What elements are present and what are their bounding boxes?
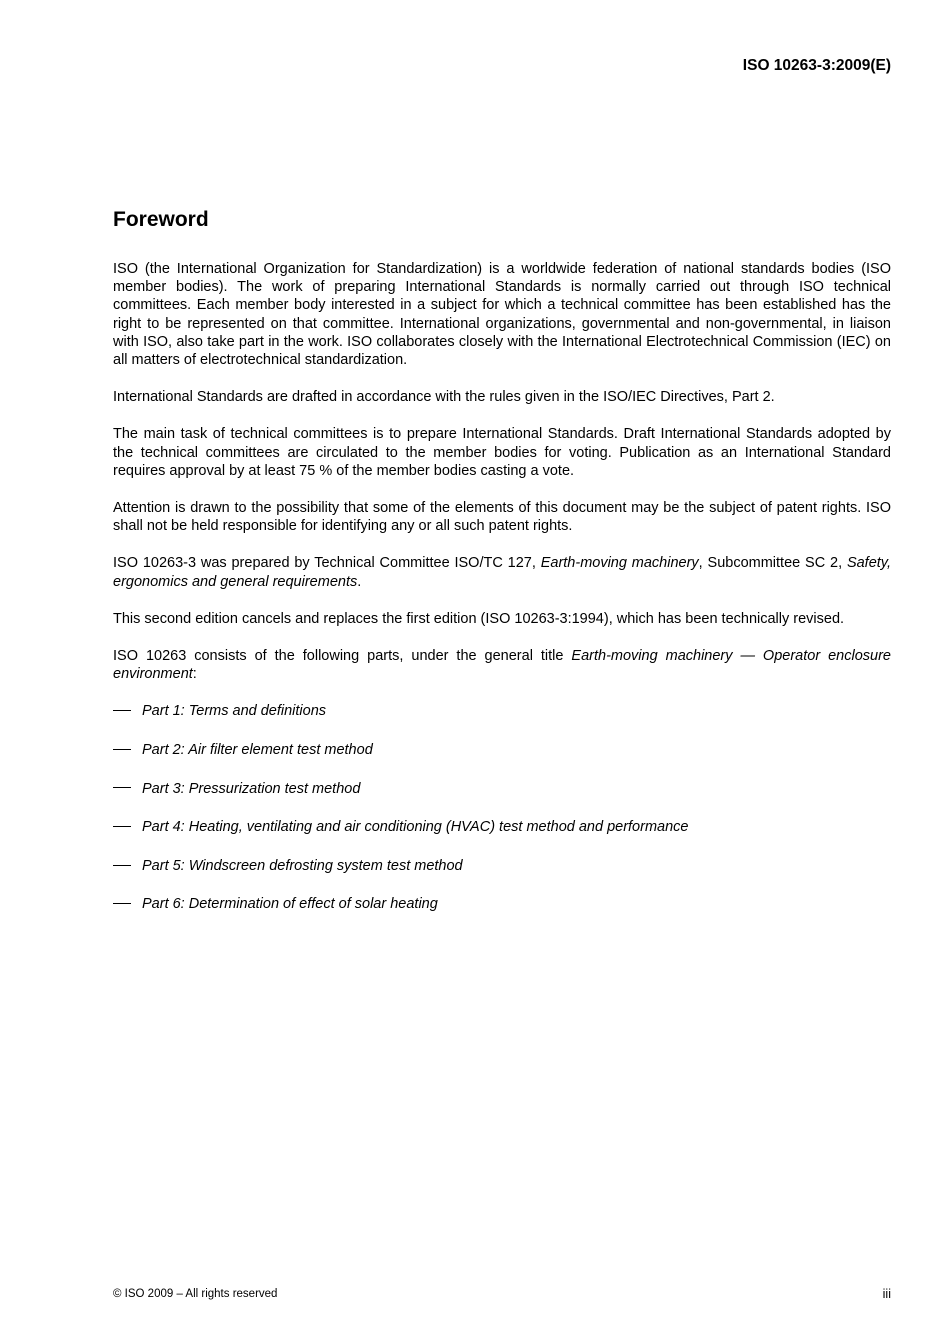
list-item-text: Part 5: Windscreen defrosting system test method <box>142 857 463 874</box>
paragraph-committee-task: The main task of technical committees is to prepare International Standards. Draft International Standards adopted by the technical committees are circulated to the member bodies for voting. Publication as an International Standard requires approval by at least 75 % of the member bodies casting a vote. <box>113 426 891 479</box>
list-item <box>113 818 891 857</box>
list-item <box>113 857 891 896</box>
text-run: ISO 10263-3 was prepared by Technical Committee ISO/TC 127, <box>113 555 541 572</box>
dash-bullet <box>113 702 142 741</box>
list-item-text: Part 2: Air filter element test method <box>142 742 373 759</box>
dash-bullet <box>113 818 142 857</box>
text-run: . <box>357 573 362 590</box>
paragraph-prepared-by <box>113 554 891 590</box>
copyright-notice: © ISO 2009 – All rights reserved <box>113 1288 278 1300</box>
paragraph-iso-overview: ISO (the International Organization for Standardization) is a worldwide federation of national standards bodies (ISO member bodies). The work of preparing International Standards is normally carried out through ISO technical committees. Each member body interested in a subject for which a technical committee has been established has the right to be represented on that committee. International organizations, governmental and non-governmental, in liaison with ISO, also take part in the work. ISO collaborates closely with the International Electrotechnical Commission (IEC) on all matters of electrotechnical standardization. <box>113 261 891 369</box>
page-title: Foreword <box>113 208 209 231</box>
list-item-text: Part 6: Determination of effect of solar heating <box>142 896 438 913</box>
parts-list <box>113 702 891 934</box>
dash-bullet <box>113 895 142 934</box>
dash-bullet <box>113 780 142 819</box>
list-item-text: Part 4: Heating, ventilating and air conditioning (HVAC) test method and performance <box>142 819 689 836</box>
list-item <box>113 741 891 780</box>
list-item <box>113 780 891 819</box>
list-item-text: Part 3: Pressurization test method <box>142 780 361 797</box>
paragraph-edition: This second edition cancels and replaces the first edition (ISO 10263-3:1994), which has been technically revised. <box>113 610 845 627</box>
list-item <box>113 702 891 741</box>
document-reference: ISO 10263-3:2009(E) <box>742 57 891 74</box>
committee-title: Earth-moving machinery <box>540 555 699 572</box>
list-item <box>113 895 891 934</box>
paragraph-patent-notice: Attention is drawn to the possibility that some of the elements of this document may be the subject of patent rights. ISO shall not be held responsible for identifying any or all such patent rights. <box>113 500 891 535</box>
foreword-body <box>113 260 891 934</box>
dash-bullet <box>113 741 142 780</box>
general-title: Earth-moving machinery — Operator enclosure environment <box>113 648 891 683</box>
list-item-text: Part 1: Terms and definitions <box>142 703 327 720</box>
text-run: ISO 10263 consists of the following parts, under the general title <box>113 648 572 665</box>
text-run: , Subcommittee SC 2, <box>698 555 847 572</box>
subcommittee-title: Safety, ergonomics and general requirements <box>113 555 891 590</box>
dash-bullet <box>113 857 142 896</box>
paragraph-parts-intro <box>113 647 891 683</box>
paragraph-directives: International Standards are drafted in accordance with the rules given in the ISO/IEC Directives, Part 2. <box>113 389 775 406</box>
page-number: iii <box>882 1287 891 1301</box>
text-run: : <box>192 666 197 683</box>
